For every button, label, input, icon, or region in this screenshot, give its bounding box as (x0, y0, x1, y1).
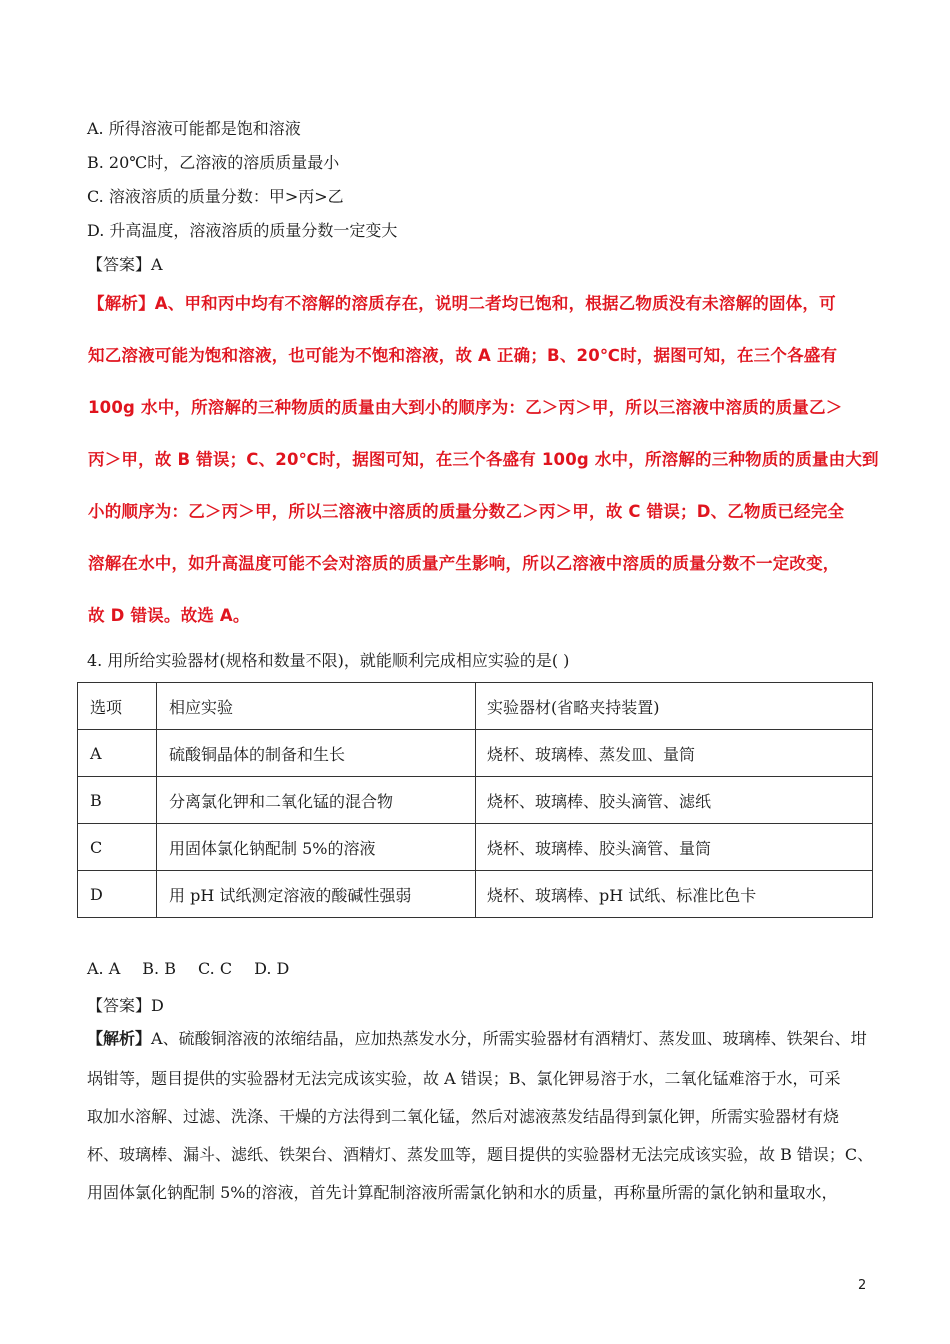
table-row (78, 777, 873, 824)
q4-choice: A. A (87, 959, 121, 978)
table-cell: B (78, 777, 157, 824)
table-header-cell: 选项 (78, 683, 157, 730)
q3-answer-value: A (151, 255, 163, 274)
q3-analysis-line: 故 D 错误。故选 A。 (88, 606, 250, 625)
q4-choice: C. C (197, 959, 233, 978)
q3-analysis-line: 丙＞甲，故 B 错误；C、20℃时，据图可知，在三个各盛有 100g 水中，所溶解的三种物质的质量由大到 (88, 450, 879, 469)
table-cell: 烧杯、玻璃棒、蒸发皿、量筒 (476, 730, 873, 777)
q4-answer (87, 993, 164, 1016)
q4-analysis-line: 取加水溶解、过滤、洗涤、干燥的方法得到二氧化锰，然后对滤液蒸发结晶得到氯化钾，所需实验器材有烧 (87, 1107, 840, 1126)
q4-analysis-line: 埚钳等，题目提供的实验器材无法完成该实验，故 A 错误；B、氯化钾易溶于水，二氧化锰难溶于水，可采 (87, 1069, 841, 1088)
q4-analysis-label: 【解析】 (87, 1029, 152, 1048)
q3-analysis-line: 知乙溶液可能为饱和溶液，也可能为不饱和溶液，故 A 正确；B、20℃时，据图可知，在三个各盛有 (88, 346, 838, 365)
q3-option-a: A. 所得溶液可能都是饱和溶液 (87, 119, 301, 138)
q4-analysis-text: A、硫酸铜溶液的浓缩结晶，应加热蒸发水分，所需实验器材有酒精灯、蒸发皿、玻璃棒、铁架台、坩 (151, 1029, 867, 1048)
table-cell: A (78, 730, 157, 777)
q3-analysis-line: 100g 水中，所溶解的三种物质的质量由大到小的顺序为：乙＞丙＞甲，所以三溶液中溶质的质量乙＞ (88, 398, 843, 417)
table-row (78, 824, 873, 871)
table-cell: 烧杯、玻璃棒、胶头滴管、滤纸 (476, 777, 873, 824)
q3-analysis-line: 溶解在水中，如升高温度可能不会对溶质的质量产生影响，所以乙溶液中溶质的质量分数不一定改变， (88, 554, 840, 573)
table-cell: 用固体氯化钠配制 5%的溶液 (157, 824, 476, 871)
table-header-cell: 实验器材(省略夹持装置) (476, 683, 873, 730)
q3-analysis-line: 【解析】A、甲和丙中均有不溶解的溶质存在，说明二者均已饱和，根据乙物质没有未溶解的固体，可 (88, 294, 836, 313)
q3-option-c: C. 溶液溶质的质量分数：甲>丙>乙 (87, 187, 344, 206)
q4-answer-label: 【答案】 (87, 996, 152, 1015)
q4-analysis-line: 用固体氯化钠配制 5%的溶液，首先计算配制溶液所需氯化钠和水的质量，再称量所需的氯化钠和量取水， (87, 1183, 838, 1202)
q4-table (77, 682, 873, 918)
q4-choice: B. B (142, 959, 176, 978)
q3-option-b: B. 20℃时，乙溶液的溶质质量最小 (87, 153, 340, 172)
q4-analysis-line: 杯、玻璃棒、漏斗、滤纸、铁架台、酒精灯、蒸发皿等，题目提供的实验器材无法完成该实验，故 B 错误；C、 (87, 1145, 874, 1164)
table-row (78, 871, 873, 918)
q4-question: 4. 用所给实验器材(规格和数量不限)，就能顺利完成相应实验的是( ) (87, 651, 570, 670)
table-cell: C (78, 824, 157, 871)
q4-analysis-line (87, 1026, 867, 1049)
q4-answer-value: D (151, 996, 164, 1015)
table-header-row (78, 683, 873, 730)
q3-option-d: D. 升高温度，溶液溶质的质量分数一定变大 (87, 221, 398, 240)
q3-analysis-line: 小的顺序为：乙＞丙＞甲，所以三溶液中溶质的质量分数乙＞丙＞甲，故 C 错误；D、乙物质已经完全 (88, 502, 845, 521)
q3-answer-label: 【答案】 (87, 255, 152, 274)
q3-answer (87, 252, 163, 275)
page-number: 2 (858, 1278, 867, 1293)
table-cell: 硫酸铜晶体的制备和生长 (157, 730, 476, 777)
table-cell: 烧杯、玻璃棒、胶头滴管、量筒 (476, 824, 873, 871)
table-cell: 分离氯化钾和二氧化锰的混合物 (157, 777, 476, 824)
table-cell: 用 pH 试纸测定溶液的酸碱性强弱 (157, 871, 476, 918)
table-row (78, 730, 873, 777)
q4-choices (87, 959, 311, 978)
q4-choice: D. D (254, 959, 290, 978)
table-cell: D (78, 871, 157, 918)
table-header-cell: 相应实验 (157, 683, 476, 730)
table-cell: 烧杯、玻璃棒、pH 试纸、标准比色卡 (476, 871, 873, 918)
